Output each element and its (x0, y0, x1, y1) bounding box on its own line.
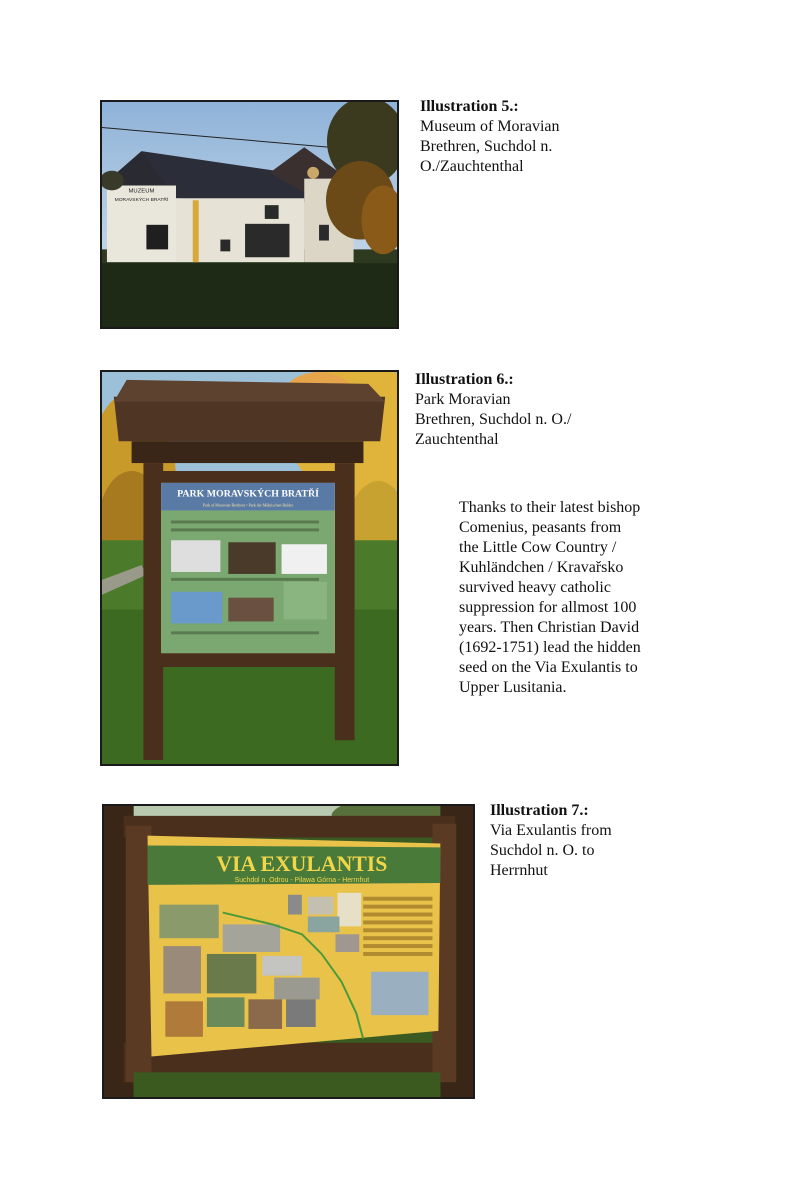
paragraph-line: years. Then Christian David (459, 619, 640, 636)
via-exulantis-photo (102, 804, 475, 1099)
paragraph-line: seed on the Via Exulantis to (459, 659, 638, 676)
caption-line: Zauchtenthal (415, 431, 499, 448)
caption-line: Museum of Moravian (420, 118, 560, 135)
museum-sign-line1: MUZEUM (128, 188, 155, 195)
caption-line: Herrnhut (490, 862, 548, 879)
paragraph-line: Comenius, peasants from (459, 519, 622, 536)
caption-line: Brethren, Suchdol n. (420, 138, 553, 155)
paragraph-line: suppression for allmost 100 (459, 599, 637, 616)
via-sign-title: VIA EXULANTIS (216, 852, 388, 877)
paragraph-line: Thanks to their latest bishop (459, 499, 641, 516)
caption-line: Brethren, Suchdol n. O./ (415, 411, 572, 428)
caption-title: Illustration 7.: (490, 802, 589, 819)
museum-sign-line2: MORAVSKÝCH BRATŘÍ (114, 198, 169, 204)
caption-illustration-5 (420, 97, 620, 177)
paragraph-line: the Little Cow Country / (459, 539, 617, 556)
museum-photo (100, 100, 399, 329)
caption-illustration-6 (415, 370, 635, 450)
history-paragraph (459, 498, 699, 698)
caption-line: Park Moravian (415, 391, 511, 408)
paragraph-line: Upper Lusitania. (459, 679, 567, 696)
via-sign-subtitle: Suchdol n. Odrou - Pilawa Górna - Herrnhut (234, 876, 370, 884)
caption-illustration-7 (490, 801, 690, 881)
caption-title: Illustration 5.: (420, 98, 519, 115)
caption-title: Illustration 6.: (415, 371, 514, 388)
caption-line: Suchdol n. O. to (490, 842, 595, 859)
paragraph-line: (1692-1751) lead the hidden (459, 639, 641, 656)
park-sign-title: PARK MORAVSKÝCH BRATŘÍ (177, 488, 319, 500)
paragraph-line: survived heavy catholic (459, 579, 611, 596)
paragraph-line: Kuhländchen / Kravařsko (459, 559, 624, 576)
park-sign-subtitle: Park of Moravian Brethren • Park der Mährischen Brüder (202, 502, 294, 508)
caption-line: O./Zauchtenthal (420, 158, 524, 175)
caption-line: Via Exulantis from (490, 822, 612, 839)
park-board-photo (100, 370, 399, 766)
